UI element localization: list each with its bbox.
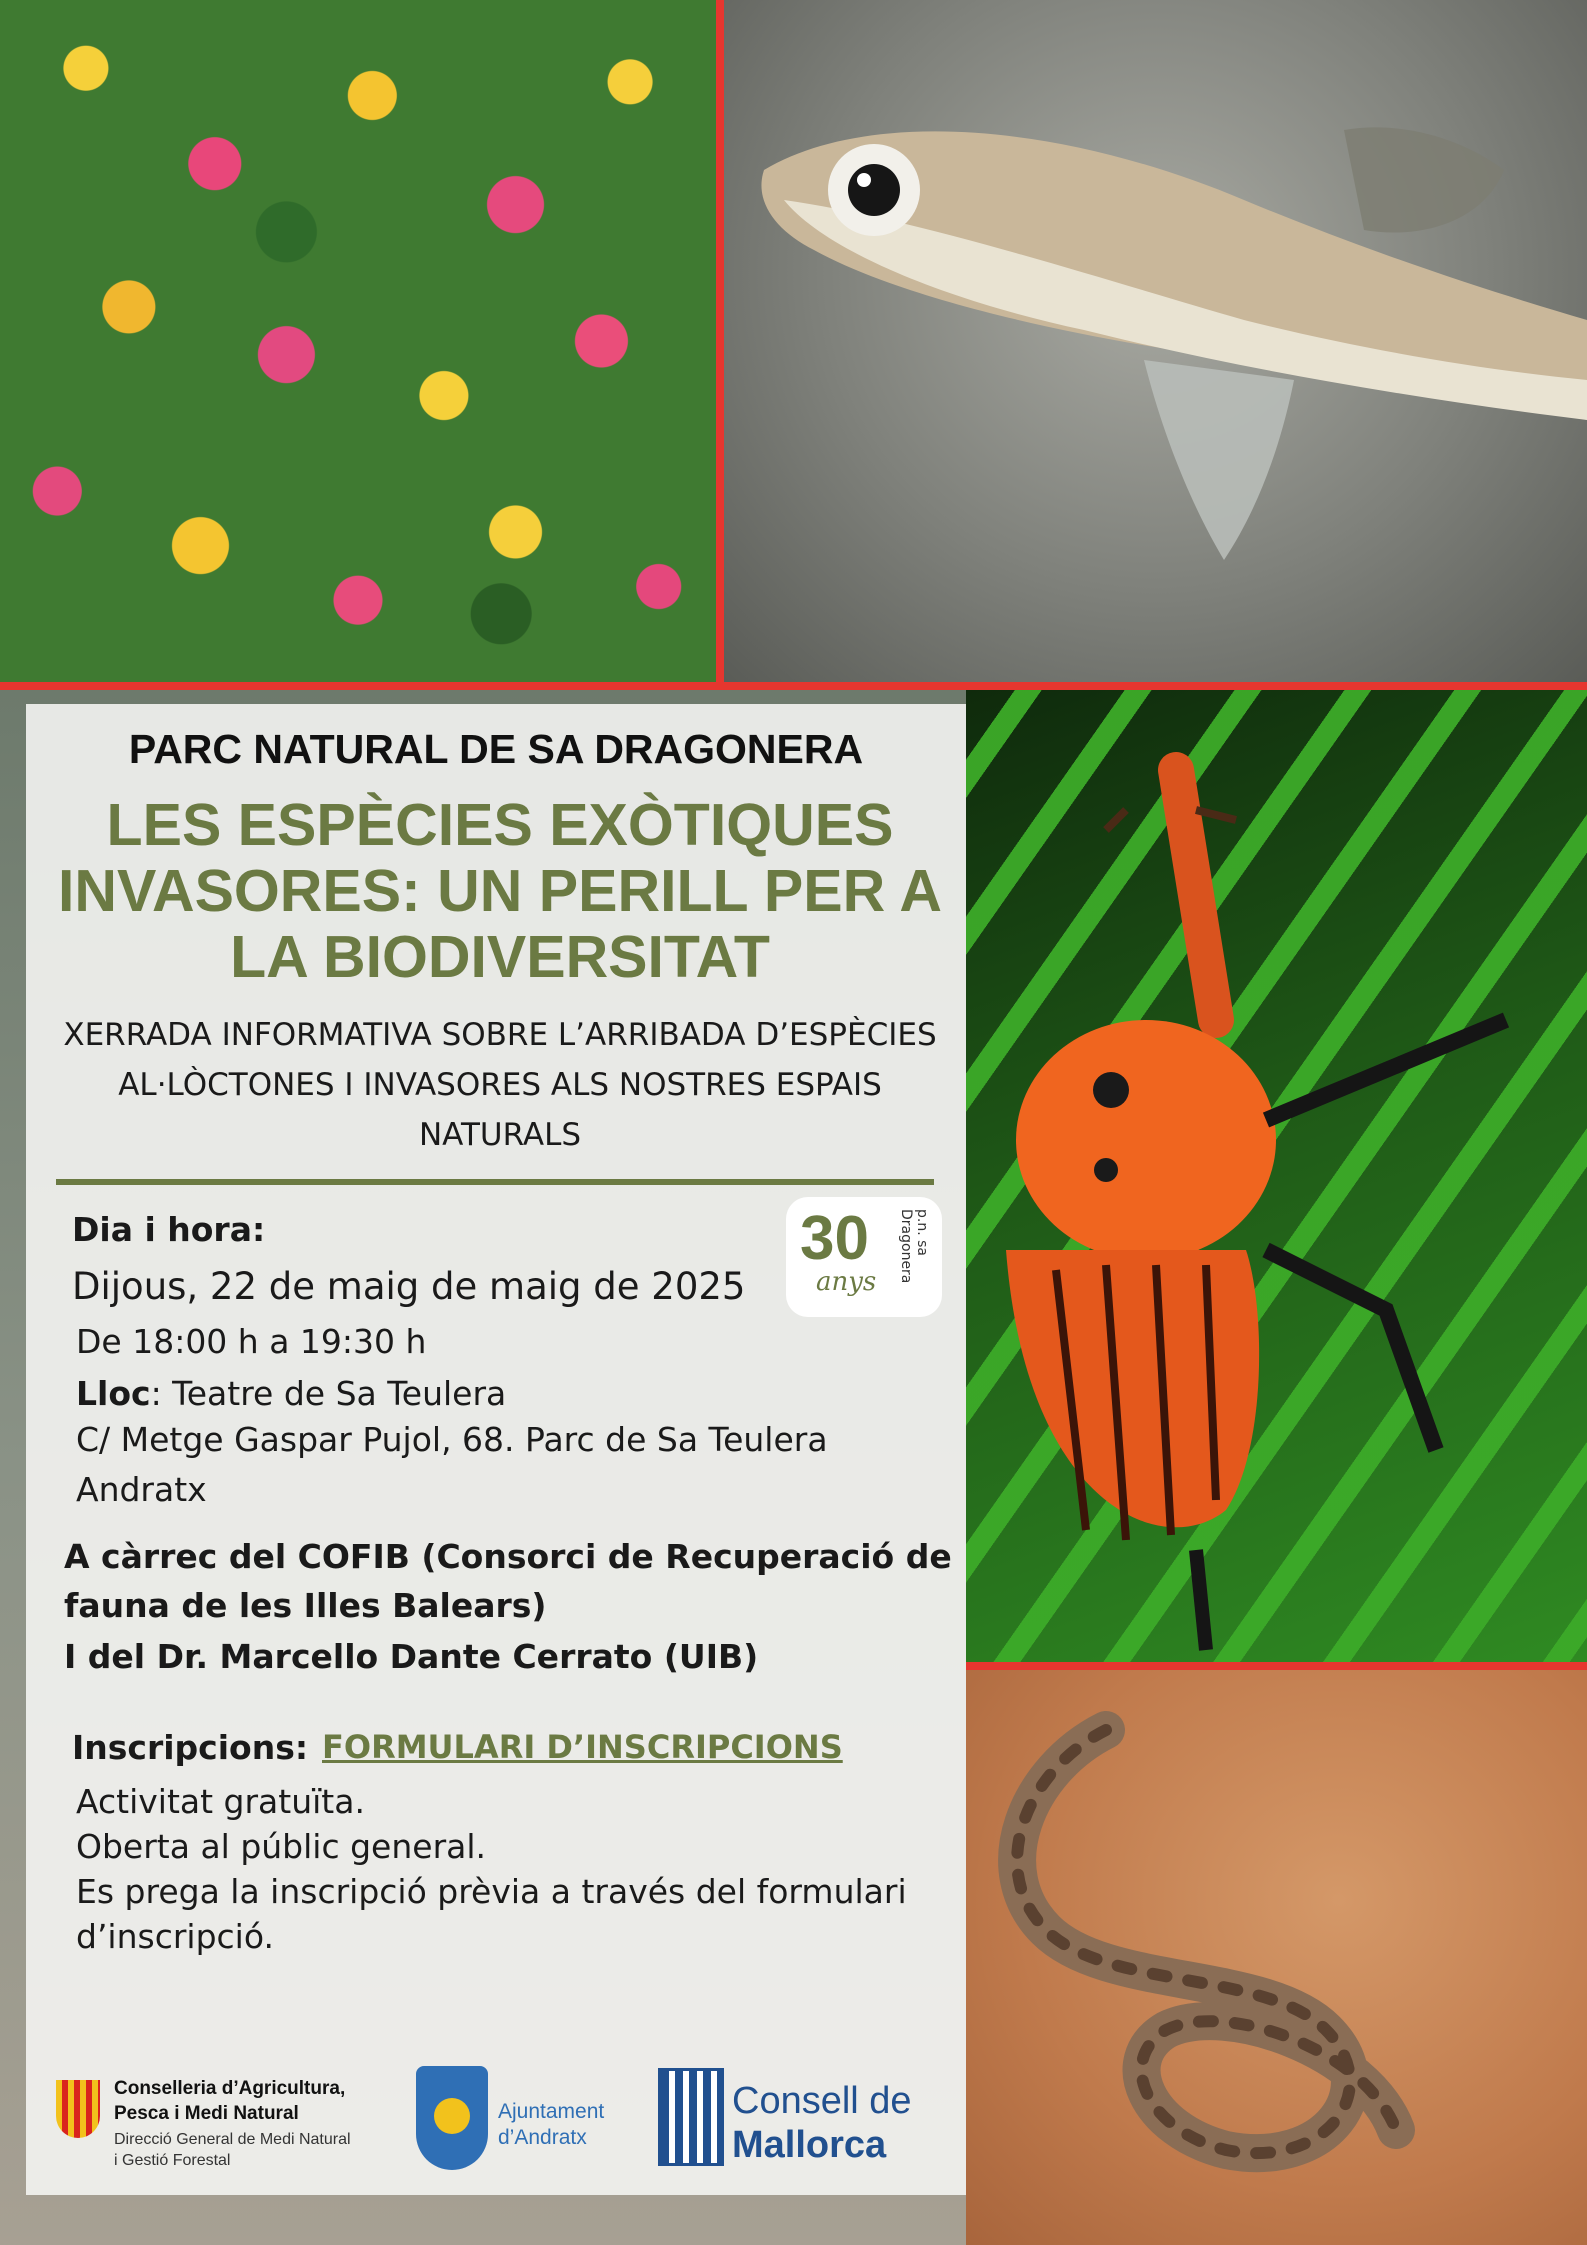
red-palm-weevil-photo xyxy=(966,690,1587,1662)
gov-logo-line: i Gestió Forestal xyxy=(114,2152,231,2169)
place-value: : Teatre de Sa Teulera xyxy=(150,1374,507,1413)
balearic-government-shield-icon xyxy=(56,2080,100,2138)
registration-info-line: d’inscripció. xyxy=(76,1917,274,1956)
anniversary-badge xyxy=(786,1197,942,1317)
registration-label: Inscripcions: xyxy=(72,1728,309,1767)
park-title: PARC NATURAL DE SA DRAGONERA xyxy=(128,726,864,772)
andratx-shield-icon xyxy=(416,2066,488,2170)
mosquitofish-photo xyxy=(724,0,1587,682)
event-date: Dijous, 22 de maig de maig de 2025 xyxy=(72,1265,746,1308)
consell-logo-line: Mallorca xyxy=(732,2124,887,2166)
andratx-logo-line: Ajuntament xyxy=(498,2100,605,2123)
event-place xyxy=(76,1374,506,1413)
snake-illustration xyxy=(966,1670,1587,2245)
andratx-logo-line: d’Andratx xyxy=(498,2126,587,2149)
registration-info-line: Activitat gratuïta. xyxy=(76,1782,365,1821)
speaker-line: A càrrec del COFIB (Consorci de Recuperació de xyxy=(64,1537,952,1576)
gov-logo-line: Conselleria d’Agricultura, xyxy=(114,2078,346,2099)
badge-side-text: p.n. sa Dragonera xyxy=(898,1209,930,1284)
snake-photo xyxy=(966,1670,1587,2245)
lantana-flowers-photo xyxy=(0,0,716,682)
sponsor-logos xyxy=(50,2058,950,2188)
registration-info-line: Es prega la inscripció prèvia a través del formulari xyxy=(76,1872,907,1911)
subtitle: XERRADA INFORMATIVA SOBRE L’ARRIBADA D’ESPÈCIES AL·LÒCTONES I INVASORES ALS NOSTRES ESPAIS NATURALS xyxy=(63,1017,937,1153)
gov-logo-line: Direcció General de Medi Natural xyxy=(114,2131,351,2148)
place-label: Lloc xyxy=(76,1374,151,1413)
event-time: De 18:00 h a 19:30 h xyxy=(76,1322,427,1361)
consell-castle-icon xyxy=(658,2068,724,2166)
consell-logo-line: Consell de xyxy=(732,2080,912,2122)
speaker-line: fauna de les Illes Balears) xyxy=(64,1586,547,1625)
event-town: Andratx xyxy=(76,1470,207,1509)
registration-form-link[interactable]: FORMULARI D’INSCRIPCIONS xyxy=(322,1728,843,1766)
main-title: LES ESPÈCIES EXÒTIQUES INVASORES: UN PERILL PER A LA BIODIVERSITAT xyxy=(57,792,943,990)
speaker-line: I del Dr. Marcello Dante Cerrato (UIB) xyxy=(64,1637,759,1676)
divider xyxy=(56,1179,934,1185)
badge-number: 30 xyxy=(800,1204,869,1273)
registration-info-line: Oberta al públic general. xyxy=(76,1827,487,1866)
date-label: Dia i hora: xyxy=(72,1210,266,1249)
gov-logo-line: Pesca i Medi Natural xyxy=(114,2103,299,2124)
badge-label: anys xyxy=(816,1267,877,1297)
event-address: C/ Metge Gaspar Pujol, 68. Parc de Sa Teulera xyxy=(76,1420,828,1459)
fish-illustration xyxy=(724,0,1587,682)
sun-icon xyxy=(434,2098,470,2134)
weevil-illustration xyxy=(966,690,1587,1662)
